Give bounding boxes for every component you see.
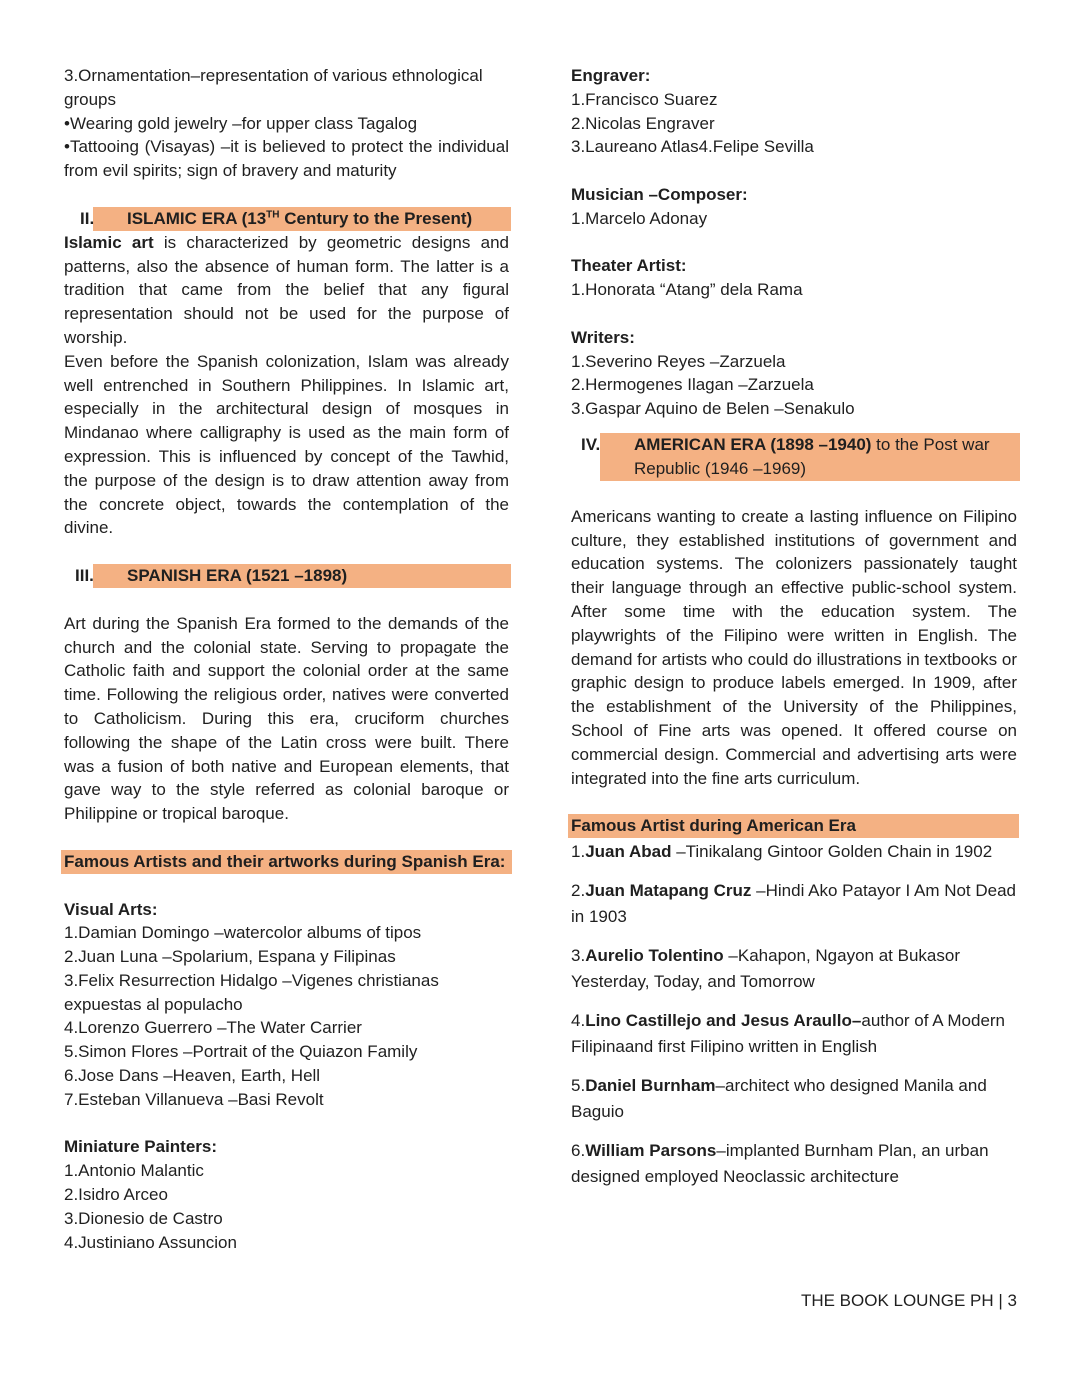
american-artist-item: 3.Aurelio Tolentino –Kahapon, Ngayon at Bukasor Yesterday, Today, and Tomorrow (571, 946, 960, 992)
american-artist-item: 1.Juan Abad –Tinikalang Gintoor Golden Chain in 1902 (571, 842, 993, 862)
engraver-item: 1.Francisco Suarez (571, 89, 718, 109)
visual-arts-item: 5.Simon Flores –Portrait of the Quiazon Family (64, 1042, 418, 1062)
musician-item: 1.Marcelo Adonay (571, 208, 708, 228)
miniature-painter-item: 4.Justiniano Assuncion (64, 1232, 237, 1252)
american-artist-item: 6.William Parsons–implanted Burnham Plan, an urban designed employed Neoclassic architecture (571, 1141, 989, 1187)
miniature-painters-title: Miniature Painters: (64, 1137, 218, 1157)
spanish-era-title: SPANISH ERA (1521 –1898) (127, 565, 348, 585)
visual-arts-item: 7.Esteban Villanueva –Basi Revolt (64, 1089, 324, 1109)
american-artists-list (571, 839, 1017, 1190)
right-column (571, 64, 1017, 1203)
writer-item: 3.Gaspar Aquino de Belen –Senakulo (571, 399, 855, 419)
visual-arts-item: 2.Juan Luna –Spolarium, Espana y Filipinas (64, 947, 396, 967)
visual-arts-list (64, 921, 509, 1111)
miniature-painter-item: 1.Antonio Malantic (64, 1161, 204, 1181)
spanish-era-heading (64, 564, 509, 588)
american-era-heading (571, 433, 1017, 481)
tattooing-text: •Tattooing (Visayas) –it is believed to protect the individual from evil spirits; sign of bravery and maturity (64, 137, 509, 181)
american-artist-item: 5.Daniel Burnham–architect who designed Manila and Baguio (571, 1076, 987, 1122)
american-era-number: IV. (581, 434, 601, 454)
american-paragraph: Americans wanting to create a lasting influence on Filipino culture, they established institutions of government and education systems. The colonizers passionately taught their language through an effective public-school system. After some time with the education system. The playwrights of the Filipino were written in English. The demand for artists who could do illustrations in textbooks or graphic design to produce labels emerged. In 1909, after the establishment of the University of the Philippines, School of Fine arts was opened. It offered course on commercial design. Commercial and advertising arts were integrated into the fine arts curriculum. (571, 506, 1018, 788)
writers-list (571, 350, 1017, 421)
islamic-paragraph-2: Even before the Spanish colonization, Islam was already well entrenched in Southern Philippines. In Islamic art, especially in the architectural design of mosques in Mindanao where calligraphy is used as the main form of expression. This is influenced by concept of the Tawhid, the purpose of the design is to draw attention away from the concrete object, towards the contemplation of the divine. (64, 351, 509, 538)
islamic-paragraph-1: Islamic art is characterized by geometric designs and patterns, also the absence of human form. The latter is a tradition that came from the belief that any figural representation should not be used for the purpose of worship. (64, 232, 509, 347)
american-famous-heading: Famous Artist during American Era (568, 814, 1019, 838)
page-number: 3 (1007, 1291, 1017, 1310)
writers-title: Writers: (571, 327, 635, 347)
miniature-painter-item: 2.Isidro Arceo (64, 1185, 168, 1205)
miniature-painter-item: 3.Dionesio de Castro (64, 1208, 223, 1228)
islamic-era-heading (64, 207, 509, 231)
musician-title: Musician –Composer: (571, 184, 748, 204)
miniature-painters-list (64, 1159, 509, 1254)
left-column (64, 64, 509, 1254)
american-artist-item: 2.Juan Matapang Cruz –Hindi Ako Patayor I Am Not Dead in 1903 (571, 881, 1017, 927)
theater-list (571, 278, 1017, 302)
engraver-title: Engraver: (571, 66, 651, 85)
visual-arts-item: 6.Jose Dans –Heaven, Earth, Hell (64, 1066, 321, 1086)
islamic-era-number: II. (80, 208, 95, 228)
footer-separator: | (998, 1291, 1003, 1310)
writer-item: 1.Severino Reyes –Zarzuela (571, 351, 786, 371)
visual-arts-item: 1.Damian Domingo –watercolor albums of tipos (64, 923, 422, 943)
page-footer (801, 1289, 1017, 1313)
visual-arts-item: 3.Felix Resurrection Hidalgo –Vigenes christianas expuestas al populacho (64, 970, 439, 1014)
theater-artist-item: 1.Honorata “Atang” dela Rama (571, 280, 803, 300)
theater-title: Theater Artist: (571, 256, 687, 276)
engraver-item: 2.Nicolas Engraver (571, 113, 715, 133)
engraver-item: 3.Laureano Atlas4.Felipe Sevilla (571, 137, 814, 157)
ornamentation-text: 3.Ornamentation–representation of various ethnological groups (64, 66, 483, 109)
visual-arts-item: 4.Lorenzo Guerrero –The Water Carrier (64, 1018, 362, 1038)
spanish-paragraph: Art during the Spanish Era formed to the demands of the church and the colonial state. Serving to propagate the Catholic faith and support the colonial order at the same time. Following the religious order, natives were converted to Catholicism. During this era, cruciform churches following the shape of the Latin cross were built. There was a fusion of both native and European elements, that gave way to the style referred as colonial baroque or Philippine or tropical baroque. (64, 613, 509, 824)
footer-brand: THE BOOK LOUNGE PH (800, 1291, 994, 1310)
spanish-era-number: III. (75, 565, 94, 585)
engraver-list (571, 88, 1017, 159)
islamic-era-title: ISLAMIC ERA (13TH Century to the Present) (127, 208, 473, 228)
american-artist-item: 4.Lino Castillejo and Jesus Araullo–author of A Modern Filipinaand first Filipino written in English (571, 1011, 1006, 1057)
visual-arts-title: Visual Arts: (64, 899, 158, 919)
musician-list (571, 207, 1017, 231)
gold-jewelry-text: •Wearing gold jewelry –for upper class Tagalog (64, 113, 418, 133)
american-era-title: AMERICAN ERA (1898 –1940) to the Post war Republic (1946 –1969) (634, 434, 990, 478)
writer-item: 2.Hermogenes Ilagan –Zarzuela (571, 375, 814, 395)
spanish-famous-heading: Famous Artists and their artworks during Spanish Era: (61, 850, 512, 874)
